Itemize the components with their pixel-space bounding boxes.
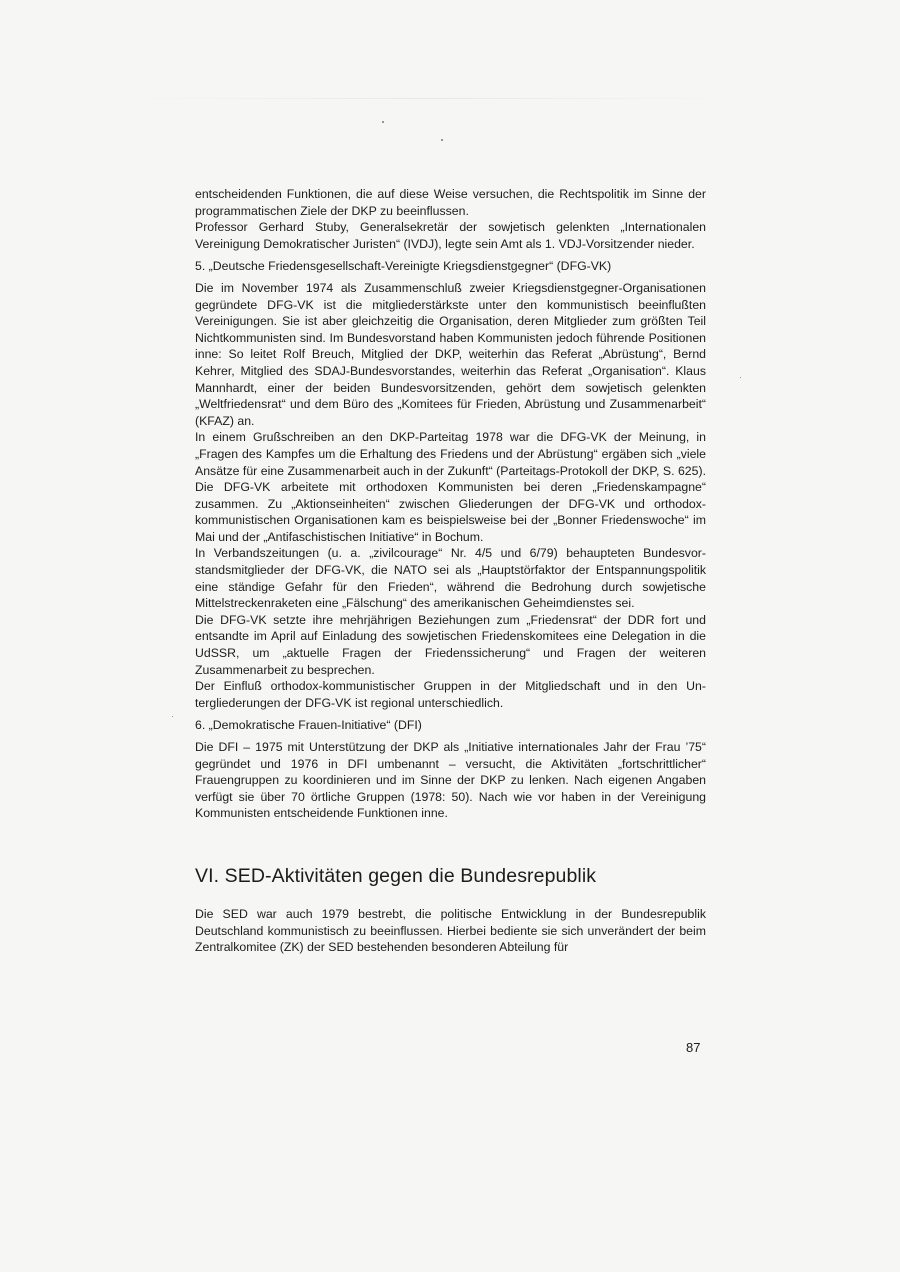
scan-speck: [172, 716, 173, 717]
paragraph-4: In einem Grußschreiben an den DKP-Parteitag 1978 war die DFG-VK der Meinung, in „Fragen des Kampfes um die Erhaltung des Friedens und der Abrüstung“ ergäben sich „viele Ansätze für eine Zusammenarbeit auch in der Zukunft“ (Parteitags-Protokoll der DKP, S. 625). Die DFG-VK arbeitete mit orthodoxen Kommunisten bei deren „Friedenskampagne“ zusammen. Zu „Aktionseinheiten“ zwischen Gliederungen der DFG-VK und orthodox-kommunistischen Organisationen kam es beispielsweise bei der „Bonner Friedenswoche“ im Mai und der „Antifaschistischen Initiative“ in Bochum.: [195, 430, 706, 544]
paragraph-9: Die SED war auch 1979 bestrebt, die politische Entwicklung in der Bundesrepublik Deutschland kommunistisch zu beeinflussen. Hierbei bediente sie sich unverändert der beim Zentralkomitee (ZK) der SED bestehenden besonderen Abteilung für: [195, 906, 706, 955]
scan-speck: [740, 377, 741, 378]
subheading-6-dfi: 6. „Demokratische Frauen-Initiative“ (DFI): [195, 718, 422, 733]
scan-artifact-line: [120, 98, 740, 99]
paragraph-8: Die DFI – 1975 mit Unterstützung der DKP als „Initiative internationales Jahr der Frau ’75“ gegründet und 1976 in DFI umbenannt – versucht, die Aktivitäten „fortschrittlicher“ Frauengruppen zu koordinieren und im Sinne der DKP zu lenken. Nach eigenen Angaben verfügt sie über 70 örtliche Gruppen (1978: 50). Nach wie vor haben in der Vereinigung Kommunisten entscheidende Funktionen inne.: [195, 740, 706, 821]
body-text: [195, 186, 706, 956]
scan-speck: [441, 139, 443, 141]
section-title-vi: VI. SED-Aktivitäten gegen die Bundesrepublik: [195, 864, 597, 887]
page-number: 87: [686, 1040, 701, 1055]
paragraph-3: Die im November 1974 als Zusammenschluß zweier Kriegsdienstgegner-Organisationen gegründete DFG-VK ist die mitgliederstärkste unter den kommunistisch beeinflußten Vereinigungen. Sie ist aber gleichzeitig die Organisation, deren Mitglieder zum größten Teil Nichtkommunisten sind. Im Bundesvorstand haben Kommunisten jedoch führende Positionen inne: So leitet Rolf Breuch, Mitglied der DKP, weiterhin das Referat „Abrüstung“, Bernd Kehrer, Mitglied des SDAJ-Bundesvorstandes, weiterhin das Referat „Organisation“. Klaus Mannhardt, einer der beiden Bundesvorsitzenden, gehört dem sowjetisch gelenkten „Weltfriedensrat“ und dem Büro des „Komitees für Frieden, Abrüstung und Zusammenarbeit“ (KFAZ) an.: [195, 280, 706, 428]
paragraph-6: Die DFG-VK setzte ihre mehrjährigen Beziehungen zum „Friedensrat“ der DDR fort und entsandte im April auf Einladung des sowjetischen Friedenskomitees eine Delegation in die UdSSR, um „aktuelle Fragen der Friedenssicherung“ und Fragen der weiteren Zusammenarbeit zu besprechen.: [195, 612, 706, 677]
paragraph-7: Der Einfluß orthodox-kommunistischer Gruppen in der Mitgliedschaft und in den Untergliederungen der DFG-VK ist regional unterschiedlich.: [195, 679, 706, 710]
scan-speck: [382, 121, 384, 123]
paragraph-2: Professor Gerhard Stuby, Generalsekretär der sowjetisch gelenkten „Internationalen Vereinigung Demokratischer Juristen“ (IVDJ), legte sein Amt als 1. VDJ-Vorsitzender nieder.: [195, 220, 706, 251]
paragraph-5: In Verbandszeitungen (u. a. „zivilcourage“ Nr. 4/5 und 6/79) behaupteten Bundesvorstandsmitglieder der DFG-VK, die NATO sei als „Hauptstörfaktor der Entspannungspolitik eine ständige Gefahr für den Frieden“, während die Bedrohung durch sowjetische Mittelstreckenraketen eine „Fälschung“ des amerikanischen Geheimdienstes sei.: [195, 546, 706, 611]
subheading-5-dfg-vk: 5. „Deutsche Friedensgesellschaft-Vereinigte Kriegsdienstgegner“ (DFG-VK): [195, 259, 612, 274]
paragraph-1: entscheidenden Funktionen, die auf diese Weise versuchen, die Rechtspolitik im Sinne der programmatischen Ziele der DKP zu beeinflussen.: [195, 187, 706, 218]
